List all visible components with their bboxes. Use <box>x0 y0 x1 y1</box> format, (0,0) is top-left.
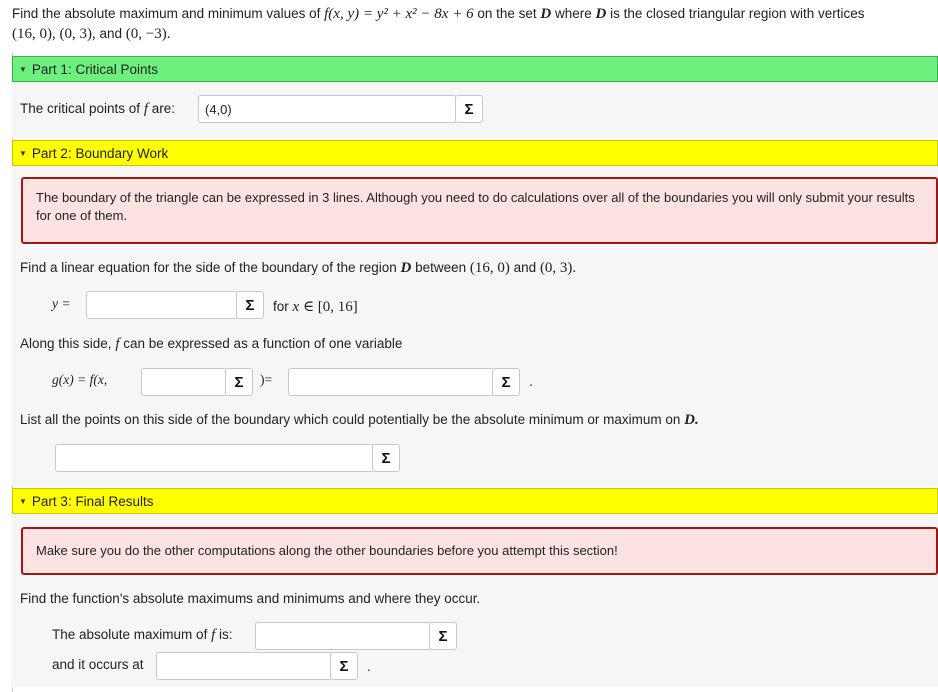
one-variable-question <box>20 336 402 353</box>
part3-title: Part 3: Final Results <box>31 493 154 509</box>
y-equals-label: y = <box>52 296 71 311</box>
q3-pre: List all the points on this side of the boundary which could potentially be the absolute minimum or maximum on <box>20 412 685 427</box>
problem-set-var2: D <box>595 6 607 22</box>
max-post: is: <box>215 627 233 642</box>
gx-expression-input[interactable] <box>288 368 494 396</box>
critical-points-value: (4,0) <box>205 101 232 117</box>
part2-header[interactable] <box>12 140 938 166</box>
problem-middle2: where <box>551 6 596 21</box>
q1-D: D <box>400 260 412 276</box>
problem-vertices: (16, 0), (0, 3), <box>12 26 96 42</box>
equation-editor-sigma-icon[interactable]: Σ <box>236 291 264 319</box>
collapse-triangle-icon: ▼ <box>19 64 27 74</box>
max-f: f <box>211 627 216 643</box>
gx-close-paren: )= <box>260 372 273 387</box>
equation-editor-sigma-icon[interactable]: Σ <box>429 622 457 650</box>
equation-editor-sigma-icon[interactable]: Σ <box>492 368 520 396</box>
absolute-max-label <box>52 627 233 644</box>
collapse-triangle-icon: ▼ <box>19 496 27 506</box>
q3-D: D. <box>684 412 699 428</box>
critical-label-f: f <box>143 101 148 117</box>
occurs-period: . <box>367 659 371 674</box>
range-pre: for <box>273 299 293 314</box>
part1-header[interactable] <box>12 56 938 82</box>
critical-points-input[interactable] <box>198 95 457 123</box>
occurs-at-label: and it occurs at <box>52 657 144 672</box>
part3-alert <box>21 527 938 575</box>
q1-pre: Find a linear equation for the side of the boundary of the region <box>20 260 401 275</box>
problem-prefix: Find the absolute maximum and minimum values of <box>12 6 325 21</box>
part2-alert <box>21 177 938 244</box>
range-x: x <box>292 299 300 315</box>
q2-f: f <box>115 336 120 352</box>
part2-title: Part 2: Boundary Work <box>31 145 169 161</box>
problem-last-vertex: (0, −3). <box>125 26 171 42</box>
final-results-question: Find the function's absolute maximums and minimums and where they occur. <box>20 591 481 606</box>
gx-label: g(x) = f(x, <box>52 372 108 387</box>
equation-editor-sigma-icon[interactable]: Σ <box>372 444 400 472</box>
problem-function: f(x, y) = y² + x² − 8x + 6 <box>324 6 474 22</box>
critical-points-label <box>20 101 175 118</box>
equation-editor-sigma-icon[interactable]: Σ <box>455 95 483 123</box>
max-pre: The absolute maximum of <box>52 627 212 642</box>
problem-statement <box>12 4 938 44</box>
candidate-points-question <box>20 412 699 429</box>
q1-mid: between <box>411 260 470 275</box>
absolute-max-input[interactable] <box>255 622 431 650</box>
y-equation-input[interactable] <box>86 291 238 319</box>
gx-argument-input[interactable] <box>141 368 227 396</box>
equation-editor-sigma-icon[interactable]: Σ <box>225 368 253 396</box>
q1-p1: (16, 0) <box>469 260 510 276</box>
critical-label-post: are: <box>147 101 175 116</box>
problem-and: and <box>95 26 126 41</box>
candidate-points-input[interactable] <box>55 444 374 472</box>
problem-middle: on the set <box>473 6 541 21</box>
equation-editor-sigma-icon[interactable]: Σ <box>330 652 358 680</box>
x-range-label <box>273 297 358 316</box>
collapse-triangle-icon: ▼ <box>19 148 27 158</box>
range-post: ∈ [0, 16] <box>299 299 358 315</box>
problem-suffix: is the closed triangular region with vertices <box>606 6 865 21</box>
part2-alert-text: The boundary of the triangle can be expressed in 3 lines. Although you need to do calculations over all of the boundaries you will only submit your results for one of them. <box>36 190 915 223</box>
part3-header[interactable] <box>12 488 938 514</box>
critical-label-pre: The critical points of <box>20 101 144 116</box>
problem-set-var: D <box>540 6 552 22</box>
max-location-input[interactable] <box>156 652 332 680</box>
boundary-question <box>20 260 576 277</box>
gx-period: . <box>529 374 533 389</box>
q2-post: can be expressed as a function of one variable <box>119 336 403 351</box>
q1-and: and <box>509 260 540 275</box>
q1-p2: (0, 3). <box>539 260 577 276</box>
part1-title: Part 1: Critical Points <box>31 61 158 77</box>
q2-pre: Along this side, <box>20 336 116 351</box>
part3-alert-text: Make sure you do the other computations along the other boundaries before you attempt this section! <box>36 543 618 558</box>
